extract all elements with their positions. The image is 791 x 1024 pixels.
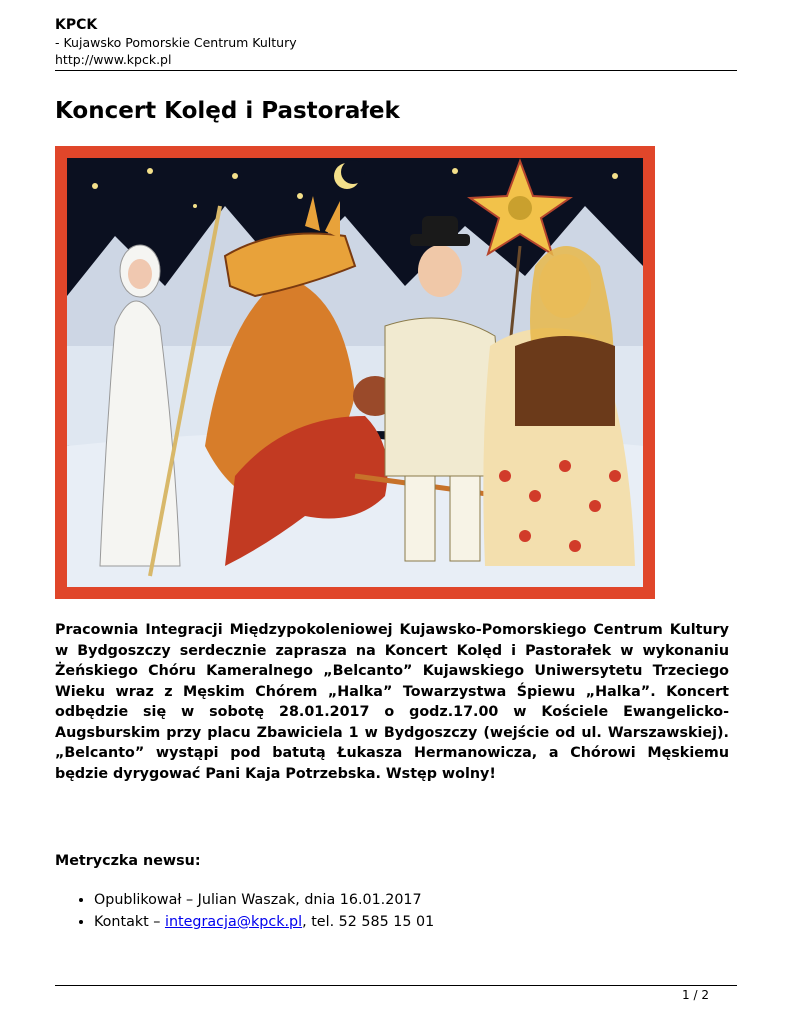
published-item: • Opublikował – Julian Waszak, dnia 16.01.2017 — [94, 889, 434, 911]
article-body: Pracownia Integracji Międzypokoleniowej Kujawsko-Pomorskiego Centrum Kultury w Bydgoszczy serdecznie zaprasza na Koncert Kolęd i Pastorałek w wykonaniu Żeńskiego Chóru Kameralnego „Belcanto” Kujawskiego Uniwersytetu Trzeciego Wieku wraz z Męskim Chórem „Halka” Towarzystwa Śpiewu „Halka”. Koncert odbędzie się w sobotę 28.01.2017 o godz.17.00 w Kościele Ewangelicko-Augsburskim przy placu Zbawiciela 1 w Bydgoszczy (wejście od ul. Warszawskiej). „Belcanto” wystąpi pod batutą Łukasza Hermanowicza, a Chórowi Męskiemu będzie dyrygować Pani Kaja Potrzebska. Wstęp wolny! — [55, 622, 729, 782]
org-name: KPCK — [55, 17, 98, 33]
footer-divider — [55, 985, 737, 986]
org-fullname: - Kujawsko Pomorskie Centrum Kultury — [55, 35, 297, 50]
contact-email-link[interactable]: integracja@kpck.pl — [164, 914, 303, 930]
contact-prefix: Kontakt – — [94, 914, 165, 930]
page-number: 1 / 2 — [682, 988, 709, 1002]
org-url: http://www.kpck.pl — [55, 52, 172, 67]
metadata-list — [74, 889, 434, 933]
contact-item — [94, 911, 434, 933]
page-title: Koncert Kolęd i Pastorałek — [55, 98, 400, 124]
contact-phone: , tel. 52 585 15 01 — [302, 914, 435, 930]
header-divider — [55, 70, 737, 71]
metadata-heading: Metryczka newsu: — [55, 853, 201, 869]
nativity-players-illustration — [55, 146, 655, 599]
document-header — [55, 16, 737, 68]
